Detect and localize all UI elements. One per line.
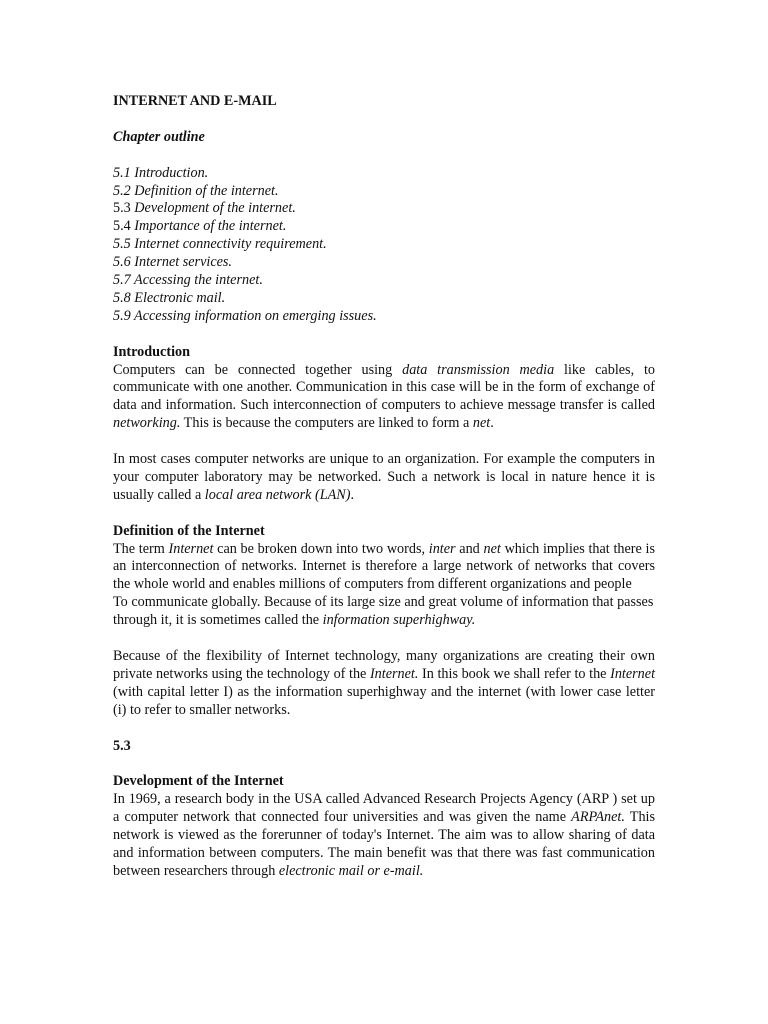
introduction-paragraph [113,451,655,505]
text-run: This is because the computers are linked to form a [180,415,473,432]
outline-item-text: Accessing the internet. [134,272,263,289]
outline-item-number: 5.8 [113,289,135,306]
definition-section [113,523,655,630]
outline-item-text: Internet services. [134,254,232,271]
outline-item-number: 5.6 [113,254,135,271]
emphasis-text: networking. [113,415,181,432]
emphasis-text: Internet [610,665,656,682]
outline-item [113,254,655,272]
outline-item-text: Internet connectivity requirement. [134,236,327,253]
outline-item-number: 5.3 [113,200,135,217]
text-run: Computers can be connected together using [113,361,403,378]
introduction-section [113,344,655,434]
outline-item [113,218,655,236]
text-run: can be broken down into two words, [213,540,429,557]
definition-paragraph [113,594,655,630]
emphasis-text: data transmission media [402,361,555,378]
outline-item-number: 5.7 [113,272,135,289]
outline-item [113,236,655,254]
definition-paragraph [113,541,655,595]
emphasis-text: Internet. [369,665,419,682]
outline-item [113,183,655,201]
definition-heading: Definition of the Internet [113,522,265,539]
text-run: (with capital letter I) as the information superhighway and the internet (with lower case letter (i) to refer to smaller networks. [113,683,655,718]
outline-item-text: Importance of the internet. [134,218,287,235]
text-run: In 1969, a research body in the USA called Advanced Research Projects Agency (ARP ) set up a computer network that connected four universities and was given the name [113,791,655,826]
outline-item [113,308,655,326]
emphasis-text: ARPAnet. [571,809,625,826]
document-title: INTERNET AND E-MAIL [113,93,277,109]
text-run: which implies that there is an interconnection of networks. Internet is therefore a large network of networks that covers the whole world and enables millions of computers from different organizations and people [113,540,655,593]
outline-item-text: Development of the internet. [134,200,296,217]
outline-item-number: 5.5 [113,236,135,253]
emphasis-text: inter [428,540,456,557]
outline-item-text: Accessing information on emerging issues. [134,307,377,324]
outline-item [113,200,655,218]
text-run: In this book we shall refer to the [418,665,611,682]
emphasis-text: local area network (LAN) [204,486,351,503]
outline-item [113,272,655,290]
chapter-outline-list [113,165,655,326]
text-run: like cables, to communicate with one another. Communication in this case will be in the form of exchange of data and information. Such interconnection of computers to achieve message transfer is called [113,361,655,414]
outline-item-number: 5.1 [113,164,135,181]
text-run: Because of the flexibility of Internet technology, many organizations are creating their own private networks using the technology of the [113,648,655,682]
introduction-section-continued [113,451,655,505]
introduction-heading: Introduction [113,343,190,360]
text-run: To communicate globally. Because of its large size and great volume of information that passes through it, it is sometimes called the [113,594,654,629]
section-number: 5.3 [113,737,131,754]
outline-item-number: 5.9 [113,307,135,324]
text-run: The term [113,540,169,557]
outline-item-number: 5.4 [113,218,135,235]
text-run: In most cases computer networks are unique to an organization. For example the computers in your computer laboratory may be networked. Such a network is local in nature hence it is usually called a [113,451,655,503]
outline-item [113,290,655,308]
emphasis-text: electronic mail or e-mail. [278,862,424,879]
text-run: This network is viewed as the forerunner of today's Internet. The aim was to allow sharing of data and information between computers. The main benefit was that there was fast communication between researchers through [113,809,655,879]
emphasis-text: Internet [168,540,214,557]
emphasis-text: net [483,540,501,557]
development-paragraph [113,791,655,881]
development-heading: Development of the Internet [113,773,284,790]
outline-item [113,165,655,183]
outline-heading: Chapter outline [113,128,205,145]
document-page [113,93,655,881]
definition-section-continued [113,648,655,720]
introduction-paragraph [113,362,655,434]
outline-item-text: Introduction. [134,164,209,181]
text-run: and [455,540,484,557]
text-run: . [350,486,355,503]
text-run: . [490,415,494,432]
emphasis-text: information superhighway. [322,612,476,629]
outline-item-text: Electronic mail. [134,289,226,306]
outline-item-text: Definition of the internet. [134,182,279,199]
development-section [113,773,655,880]
emphasis-text: net [472,415,491,432]
definition-paragraph [113,648,655,720]
outline-item-number: 5.2 [113,182,135,199]
